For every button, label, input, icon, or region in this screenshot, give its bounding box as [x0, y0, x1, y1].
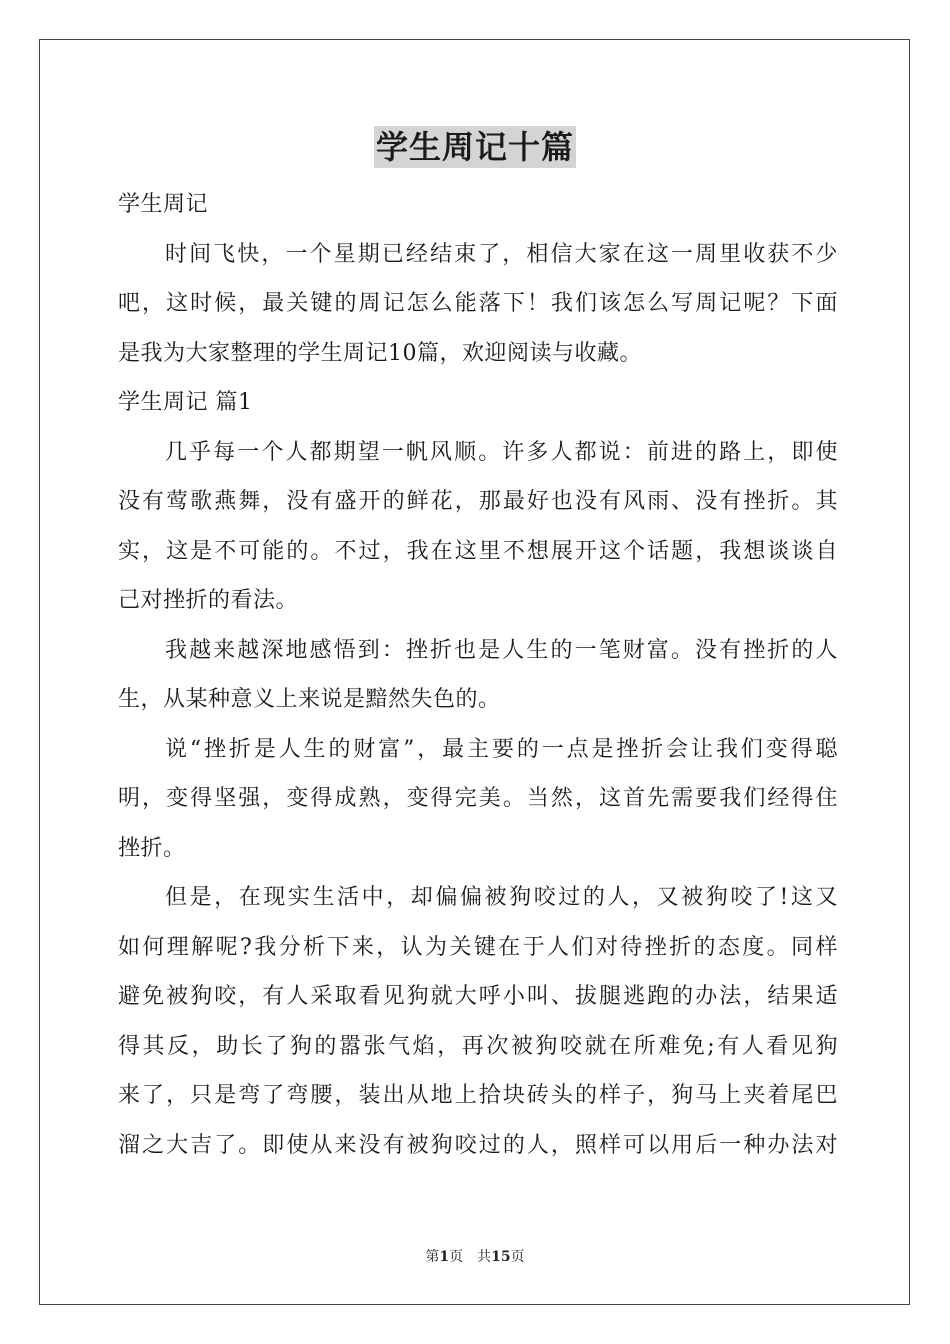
- document-body: [118, 180, 838, 1170]
- paragraph-line: 时间飞快，一个星期已经结束了，相信大家在这一周里收获不少: [165, 241, 838, 267]
- paragraph-line: 吧，这时候，最关键的周记怎么能落下！我们该怎么写周记呢？下面: [118, 291, 838, 316]
- paragraph-line: 挫折。: [118, 835, 186, 861]
- section-heading: 学生周记 篇1: [118, 390, 253, 415]
- paragraph-line: 实，这是不可能的。不过，我在这里不想展开这个话题，我想谈谈自: [118, 538, 838, 564]
- page-suffix: 页: [510, 1249, 525, 1265]
- current-page-number: 1: [439, 1249, 450, 1265]
- paragraph-line: 说“挫折是人生的财富”，最主要的一点是挫折会让我们变得聪: [165, 736, 838, 762]
- page-prefix: 第: [425, 1249, 440, 1265]
- paragraph-line: 如何理解呢?我分析下来，认为关键在于人们对待挫折的态度。同样: [118, 934, 838, 960]
- title-container: [0, 126, 950, 168]
- paragraph-line: 避免被狗咬，有人采取看见狗就大呼小叫、拔腿逃跑的办法，结果适: [118, 984, 838, 1009]
- paragraph-line: 得其反，助长了狗的嚣张气焰，再次被狗咬就在所难免;有人看见狗: [118, 1033, 838, 1059]
- paragraph-line: 己对挫折的看法。: [118, 588, 299, 613]
- total-page-number: 15: [491, 1249, 511, 1265]
- paragraph-line: 我越来越深地感悟到：挫折也是人生的一笔财富。没有挫折的人: [165, 637, 838, 663]
- page-footer: [0, 1248, 950, 1266]
- paragraph-line: 来了，只是弯了弯腰，装出从地上拾块砖头的样子，狗马上夹着尾巴: [118, 1083, 838, 1108]
- paragraph-line: 几乎每一个人都期望一帆风顺。许多人都说：前进的路上，即使: [165, 439, 838, 465]
- paragraph-line: 明，变得坚强，变得成熟，变得完美。当然，这首先需要我们经得住: [118, 786, 838, 811]
- section-heading: 学生周记: [118, 192, 209, 217]
- paragraph-line: 没有莺歌燕舞，没有盛开的鲜花，那最好也没有风雨、没有挫折。其: [118, 489, 838, 514]
- document-title: 学生周记十篇: [375, 128, 574, 166]
- paragraph-line: 是我为大家整理的学生周记10篇，欢迎阅读与收藏。: [118, 340, 642, 366]
- paragraph-line: 生，从某种意义上来说是黯然失色的。: [118, 687, 501, 712]
- paragraph-line: 溜之大吉了。即使从来没有被狗咬过的人，照样可以用后一种办法对: [118, 1132, 838, 1158]
- paragraph-line: 但是，在现实生活中，却偏偏被狗咬过的人，又被狗咬了!这又: [165, 885, 838, 910]
- page-mid: 页 共: [449, 1249, 492, 1265]
